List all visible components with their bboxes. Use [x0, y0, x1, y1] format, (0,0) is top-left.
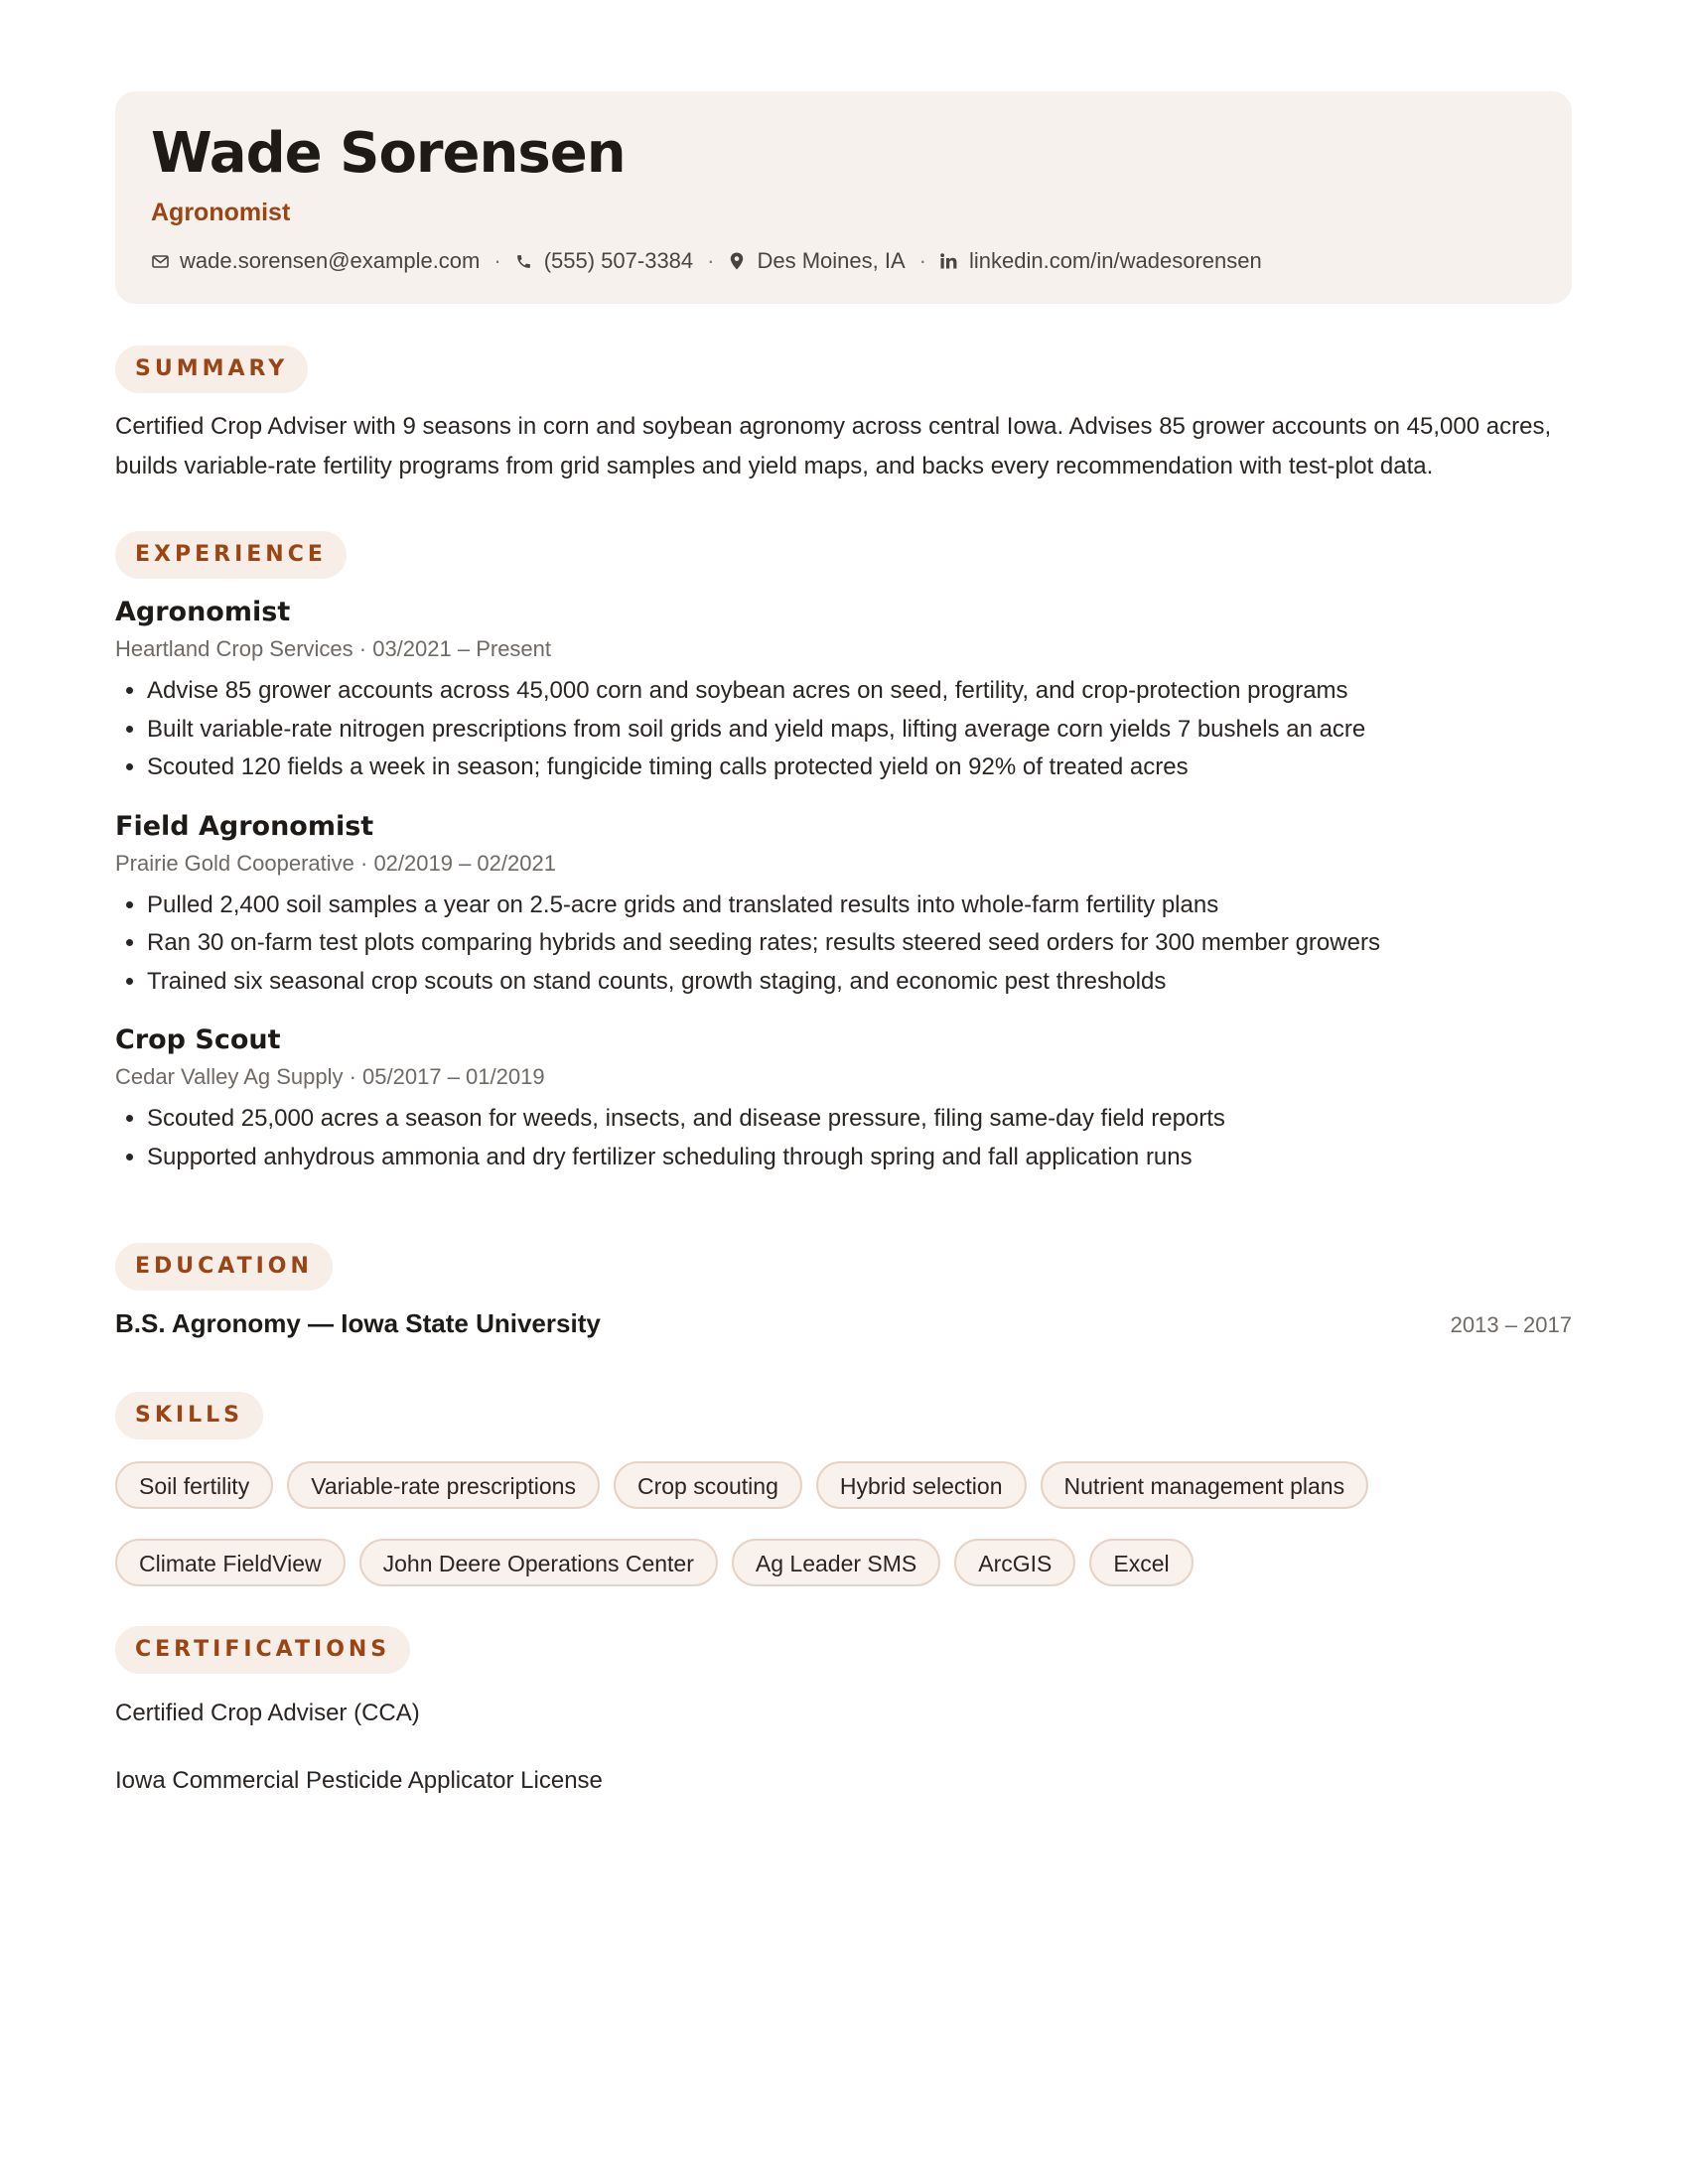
job-bullets: [115, 672, 1572, 787]
summary-section: [115, 345, 1572, 486]
job-bullet: • Advise 85 grower accounts across 45,000 corn and soybean acres on seed, fertility, and crop-protection programs: [147, 672, 1572, 711]
map-pin-icon: [728, 252, 746, 270]
job-title: Field Agronomist: [115, 810, 374, 842]
job-entry: [115, 595, 1572, 787]
summary-text: Certified Crop Adviser with 9 seasons in corn and soybean agronomy across central Iowa. Advises 85 grower accounts on 45,000 acres, builds variable-rate fertility programs from grid samples and yield maps, and backs every recommendation with test-plot data.: [115, 413, 1552, 479]
contact-separator: ·: [493, 248, 501, 273]
skill-chip: Excel: [1089, 1539, 1193, 1586]
skill-chip: John Deere Operations Center: [359, 1539, 718, 1586]
contact-location: [728, 246, 905, 276]
job-bullet: • Scouted 120 fields a week in season; fungicide timing calls protected yield on 92% of treated acres: [147, 749, 1572, 787]
skill-chip: Climate FieldView: [115, 1539, 346, 1586]
education-years: 2013 – 2017: [1450, 1312, 1572, 1337]
skill-chip: ArcGIS: [954, 1539, 1075, 1586]
skills-section: [115, 1392, 1572, 1586]
contact-phone[interactable]: [515, 246, 693, 276]
job-entry: [115, 809, 1572, 1002]
candidate-role: Agronomist: [151, 199, 291, 226]
contact-email-text: wade.sorensen@example.com: [180, 248, 481, 273]
job-title: Agronomist: [115, 597, 291, 627]
education-entry: [115, 1308, 1572, 1339]
job-meta: Prairie Gold Cooperative · 02/2019 – 02/2021: [115, 850, 556, 876]
job-meta: Heartland Crop Services · 03/2021 – Present: [115, 636, 552, 661]
certification-item: Certified Crop Adviser (CCA): [115, 1700, 420, 1726]
contact-separator: ·: [707, 248, 715, 273]
skills-heading: SKILLS: [115, 1392, 263, 1439]
skill-chip: Ag Leader SMS: [732, 1539, 940, 1586]
job-bullets: [115, 1100, 1572, 1176]
job-bullets: [115, 887, 1572, 1002]
contact-phone-text: (555) 507-3384: [543, 248, 694, 273]
linkedin-icon: [940, 252, 958, 270]
job-meta: Cedar Valley Ag Supply · 05/2017 – 01/2019: [115, 1064, 545, 1089]
contact-separator: ·: [918, 248, 926, 273]
contact-email[interactable]: [151, 246, 480, 276]
resume-header: [115, 91, 1572, 304]
experience-heading: EXPERIENCE: [115, 531, 347, 579]
skill-chip: Soil fertility: [115, 1461, 273, 1509]
job-bullet: • Ran 30 on-farm test plots comparing hybrids and seeding rates; results steered seed orders for 300 member growers: [147, 924, 1572, 963]
skill-chip: Hybrid selection: [816, 1461, 1027, 1509]
certifications-heading: CERTIFICATIONS: [115, 1626, 410, 1674]
contact-linkedin-text: linkedin.com/in/wadesorensen: [968, 248, 1262, 273]
certifications-section: [115, 1626, 1572, 1797]
summary-heading: SUMMARY: [115, 345, 308, 393]
education-degree: B.S. Agronomy — Iowa State University: [115, 1308, 601, 1338]
skill-chip: Variable-rate prescriptions: [287, 1461, 600, 1509]
skill-chip: Nutrient management plans: [1041, 1461, 1369, 1509]
resume-page: [115, 91, 1572, 1794]
job-bullet: • Pulled 2,400 soil samples a year on 2.5-acre grids and translated results into whole-farm fertility plans: [147, 887, 1572, 925]
job-bullet: • Supported anhydrous ammonia and dry fertilizer scheduling through spring and fall application runs: [147, 1139, 1572, 1177]
skills-chip-list: [115, 1461, 1572, 1586]
job-bullet: • Scouted 25,000 acres a season for weeds, insects, and disease pressure, filing same-day field reports: [147, 1100, 1572, 1139]
job-title: Crop Scout: [115, 1024, 281, 1055]
education-section: [115, 1243, 1572, 1339]
contact-linkedin[interactable]: [940, 246, 1262, 276]
job-bullet: • Built variable-rate nitrogen prescriptions from soil grids and yield maps, lifting average corn yields 7 bushels an acre: [147, 711, 1572, 750]
education-heading: EDUCATION: [115, 1243, 333, 1291]
job-bullet: • Trained six seasonal crop scouts on stand counts, growth staging, and economic pest thresholds: [147, 963, 1572, 1002]
experience-section: [115, 531, 1572, 1176]
certification-item: Iowa Commercial Pesticide Applicator License: [115, 1767, 603, 1794]
skill-chip: Crop scouting: [614, 1461, 802, 1509]
candidate-name: Wade Sorensen: [151, 121, 626, 186]
phone-icon: [515, 252, 533, 270]
job-entry: [115, 1023, 1572, 1176]
contact-row: [151, 246, 1536, 276]
mail-icon: [151, 252, 169, 270]
contact-location-text: Des Moines, IA: [757, 248, 906, 273]
